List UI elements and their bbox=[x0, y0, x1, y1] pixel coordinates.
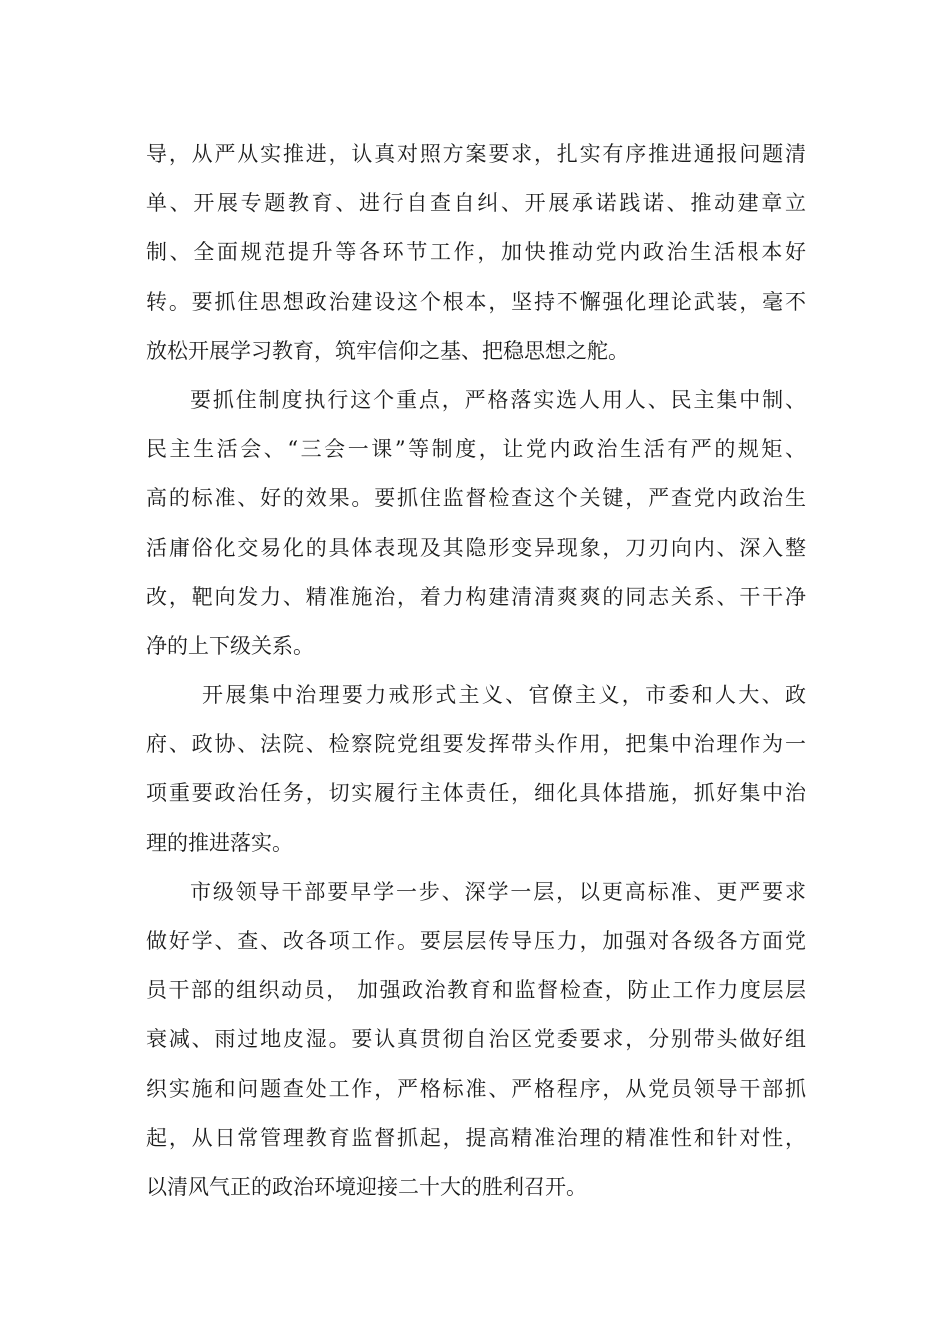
text-line: 高的标准、好的效果。要抓住监督检查这个关键，严查党内政治生 bbox=[146, 486, 806, 511]
text-line: 转。要抓住思想政治建设这个根本，坚持不懈强化理论武装，毫不 bbox=[146, 289, 806, 314]
text-line: 起，从日常管理教育监督抓起，提高精准治理的精准性和针对性， bbox=[146, 1125, 806, 1150]
paragraph-start-line: 开展集中治理要力戒形式主义、官僚主义，市委和人大、政 bbox=[202, 683, 806, 708]
text-line: 单、开展专题教育、进行自查自纠、开展承诺践诺、推动建章立 bbox=[146, 191, 806, 216]
paragraph-start-line: 市级领导干部要早学一步、深学一层，以更高标准、更严要求 bbox=[190, 879, 806, 904]
text-line: 净的上下级关系。 bbox=[146, 633, 314, 658]
paragraph-start-line: 要抓住制度执行这个重点，严格落实选人用人、民主集中制、 bbox=[190, 387, 806, 412]
text-line: 府、政协、法院、检察院党组要发挥带头作用，把集中治理作为一 bbox=[146, 732, 806, 757]
text-line: 衰减、雨过地皮湿。要认真贯彻自治区党委要求，分别带头做好组 bbox=[146, 1027, 806, 1052]
text-line: 织实施和问题查处工作，严格标准、严格程序，从党员领导干部抓 bbox=[146, 1076, 806, 1101]
text-line: 民主生活会、“三会一课”等制度，让党内政治生活有严的规矩、 bbox=[146, 437, 806, 462]
text-line: 理的推进落实。 bbox=[146, 830, 293, 855]
text-line: 制、全面规范提升等各环节工作，加快推动党内政治生活根本好 bbox=[146, 240, 806, 265]
body-text bbox=[146, 130, 806, 1212]
text-line: 以清风气正的政治环境迎接二十大的胜利召开。 bbox=[146, 1174, 587, 1199]
text-line: 项重要政治任务，切实履行主体责任，细化具体措施，抓好集中治 bbox=[146, 781, 806, 806]
text-line: 活庸俗化交易化的具体表现及其隐形变异现象，刀刃向内、深入整 bbox=[146, 535, 806, 560]
text-line: 导，从严从实推进，认真对照方案要求，扎实有序推进通报问题清 bbox=[146, 142, 806, 166]
text-line: 改，靶向发力、精准施治，着力构建清清爽爽的同志关系、干干净 bbox=[146, 584, 806, 609]
text-line: 放松开展学习教育，筑牢信仰之基、把稳思想之舵。 bbox=[146, 338, 629, 363]
text-line: 员干部的组织动员， 加强政治教育和监督检查，防止工作力度层层 bbox=[146, 978, 806, 1003]
text-line: 做好学、查、改各项工作。要层层传导压力，加强对各级各方面党 bbox=[146, 929, 806, 953]
